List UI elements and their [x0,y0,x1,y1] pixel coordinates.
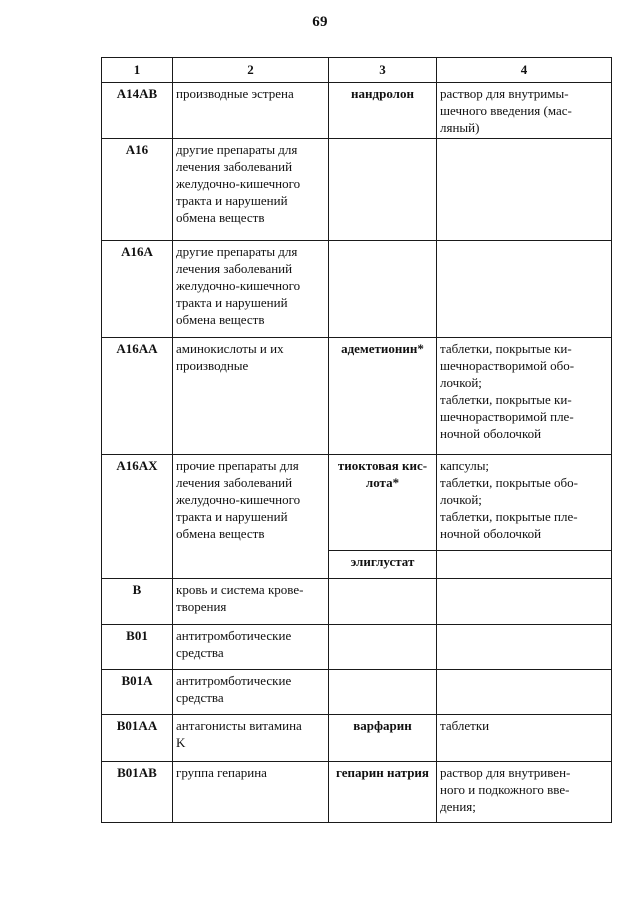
group-name-cell: группа гепарина [173,762,329,823]
page-number: 69 [312,14,328,30]
dosage-form-cell: раствор для внутривен- ного и подкожного вве- дения; [437,762,612,823]
table-row [102,579,612,625]
drug-name-cell [329,139,437,241]
atc-code-cell: B01AA [102,715,173,762]
group-name-cell: другие препараты для лечения заболеваний желудочно-кишечного тракта и нарушений обмена веществ [173,241,329,338]
dosage-form-cell [437,579,612,625]
dosage-form-cell [437,670,612,715]
column-header: 1 [102,58,173,83]
drug-name-cell: тиоктовая кис- лота* [329,455,437,551]
dosage-form-cell [437,625,612,670]
table-row [102,83,612,139]
table-header-row [102,58,612,83]
table-row [102,670,612,715]
drug-name-cell: адеметионин* [329,338,437,455]
table-row [102,139,612,241]
drug-name-cell: нандролон [329,83,437,139]
atc-code-cell: A16AA [102,338,173,455]
drug-name-cell [329,579,437,625]
group-name-cell: антитромботические средства [173,625,329,670]
dosage-form-cell [437,139,612,241]
atc-code-cell: A14AB [102,83,173,139]
dosage-form-cell: таблетки, покрытые ки- шечнорастворимой обо- лочкой; таблетки, покрытые ки- шечнорастворимой пле- ночной оболочкой [437,338,612,455]
group-name-cell: аминокислоты и их производные [173,338,329,455]
drug-name-cell: элиглустат [329,551,437,579]
drug-name-cell [329,670,437,715]
table-row [102,715,612,762]
column-header: 4 [437,58,612,83]
table-row [102,338,612,455]
atc-code-cell: B [102,579,173,625]
drug-name-cell [329,241,437,338]
column-header: 3 [329,58,437,83]
group-name-cell: антагонисты витамина K [173,715,329,762]
table-row [102,762,612,823]
dosage-form-cell: капсулы; таблетки, покрытые обо- лочкой; таблетки, покрытые пле- ночной оболочкой [437,455,612,551]
atc-code-cell: B01 [102,625,173,670]
dosage-form-cell: раствор для внутримы- шечного введения (мас- ляный) [437,83,612,139]
drug-classification-table [101,57,612,823]
dosage-form-cell [437,551,612,579]
drug-name-cell: варфарин [329,715,437,762]
dosage-form-cell [437,241,612,338]
atc-code-cell: B01AB [102,762,173,823]
group-name-cell: производные эстрена [173,83,329,139]
table-row [102,241,612,338]
atc-code-cell: A16 [102,139,173,241]
drug-name-cell: гепарин натрия [329,762,437,823]
atc-code-cell: A16AX [102,455,173,579]
table-row [102,625,612,670]
dosage-form-cell: таблетки [437,715,612,762]
drug-name-cell [329,625,437,670]
atc-code-cell: A16A [102,241,173,338]
column-header: 2 [173,58,329,83]
table-row [102,455,612,551]
group-name-cell: прочие препараты для лечения заболеваний желудочно-кишечного тракта и нарушений обмена веществ [173,455,329,579]
atc-code-cell: B01A [102,670,173,715]
group-name-cell: другие препараты для лечения заболеваний желудочно-кишечного тракта и нарушений обмена веществ [173,139,329,241]
group-name-cell: кровь и система крове- творения [173,579,329,625]
group-name-cell: антитромботические средства [173,670,329,715]
